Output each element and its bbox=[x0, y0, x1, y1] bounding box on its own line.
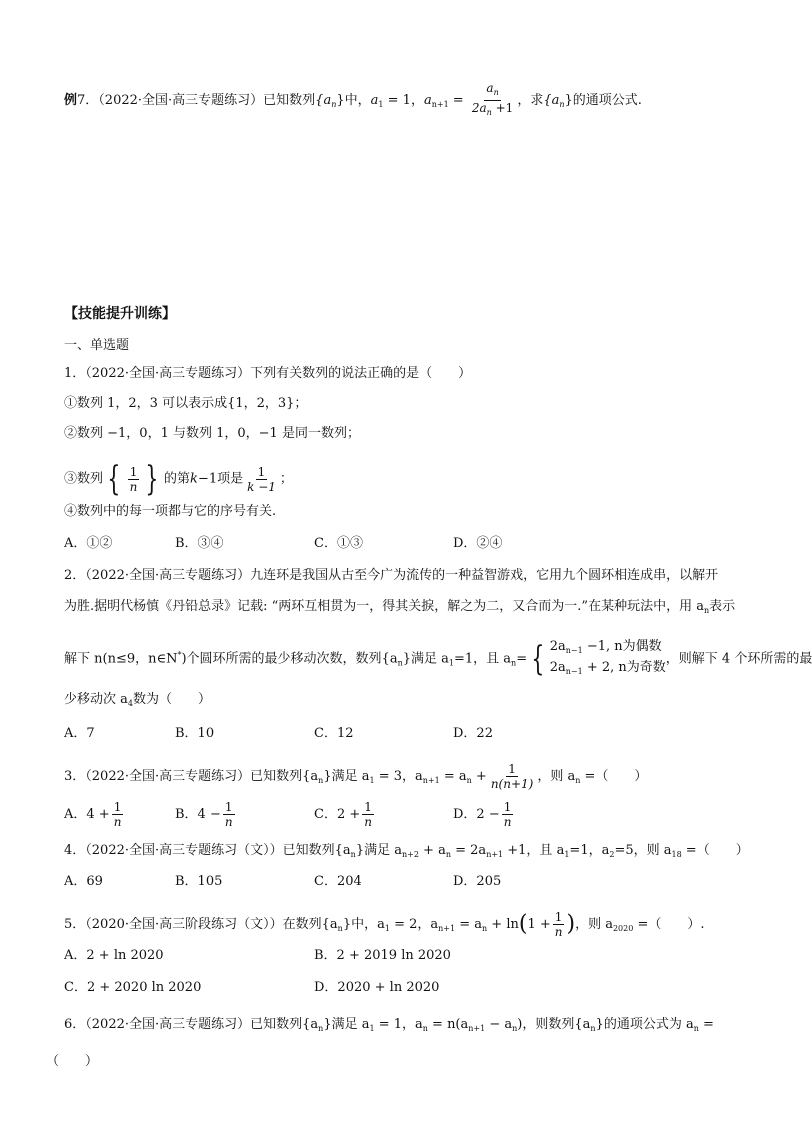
fraction: $\frac{a_n}{2a_n +1}$ bbox=[471, 81, 514, 117]
q1-statement-2: ②数列 −1，0，1 与数列 1，0，−1 是同一数列； bbox=[64, 426, 360, 441]
q1-statement-3: ③数列 { $\frac{1}{n}$ } 的第k−1项是 $\frac{1}{k -1}$ ； bbox=[64, 459, 293, 499]
q3-option-d[interactable]: D．2 − $\frac{1}{n}$ bbox=[453, 800, 512, 829]
q3-stem: 3．（2022·全国·高三专题练习）已知数列$\{a_n\}$满足 $a_1 = 3$，$a_{n+1} = a_n$ + $\frac{1}{n(n+1)}$ ，则 $a_n$ =（ ） bbox=[64, 762, 648, 791]
q2-line-3: 解下 n(n≤9，n∈N*)个圆环所需的最少移动次数，数列$\{a_n\}$满足 $a_1=1$，且 $a_n=$ { $2a_{n-1} -1$, n为偶数 $2a_{n-1} + 2$, n为奇数 ，则解下 4 个环所需的最 bbox=[64, 639, 812, 679]
q4-option-b[interactable]: B．105 bbox=[175, 874, 223, 889]
q1-option-a[interactable]: A．①② bbox=[64, 536, 113, 551]
q3-option-a[interactable]: A．4 + $\frac{1}{n}$ bbox=[64, 800, 122, 829]
example-label: 例 bbox=[64, 93, 78, 108]
q2-line-1: 2．（2022·全国·高三专题练习）九连环是我国从古至今广为流传的一种益智游戏，它用九个圆环相连成串，以解开 bbox=[64, 568, 719, 583]
q1-option-c[interactable]: C．①③ bbox=[314, 536, 363, 551]
q1-option-d[interactable]: D．②④ bbox=[453, 536, 503, 551]
q2-option-a[interactable]: A．7 bbox=[64, 726, 95, 741]
q5-option-a[interactable]: A．2 + ln 2020 bbox=[64, 948, 164, 963]
q4-option-d[interactable]: D．205 bbox=[453, 874, 502, 889]
q4-option-c[interactable]: C．204 bbox=[314, 874, 362, 889]
q1-option-b[interactable]: B．③④ bbox=[175, 536, 224, 551]
example-7: 例7．（2022·全国·高三专题练习）已知数列$\{a_n\}$中，$a_1 = 1$，$a_{n+1}$ = $\frac{a_n}{2a_n +1}$ ，求$\{a_n\}$的通项公式. bbox=[64, 81, 642, 120]
q6-stem: 6．（2022·全国·高三专题练习）已知数列$\{a_n\}$满足 $a_1 = 1$，$a_n = n(a_{n+1} - a_n)$，则数列$\{a_n\}$的通项公式为 $a_n$ = bbox=[64, 1017, 714, 1033]
q2-option-b[interactable]: B．10 bbox=[175, 726, 215, 741]
q2-line-2: 为胜.据明代杨慎《丹铅总录》记载: “两环互相贯为一，得其关捩，解之为二，又合而为一.”在某种玩法中，用 $a_n$表示 bbox=[64, 599, 736, 615]
q6-answer-paren: （ ） bbox=[46, 1054, 99, 1069]
q1-statement-1: ①数列 1，2，3 可以表示成{1，2，3}； bbox=[64, 396, 308, 411]
q4-option-a[interactable]: A．69 bbox=[64, 874, 103, 889]
q1-statement-4: ④数列中的每一项都与它的序号有关. bbox=[64, 504, 277, 519]
sub-title: 一、单选题 bbox=[64, 338, 130, 353]
q1-stem: 1．（2022·全国·高三专题练习）下列有关数列的说法正确的是（ ） bbox=[64, 366, 472, 381]
section-title: 【技能提升训练】 bbox=[64, 306, 176, 322]
q2-option-c[interactable]: C．12 bbox=[314, 726, 354, 741]
q5-option-d[interactable]: D．2020 + ln 2020 bbox=[314, 980, 440, 995]
q3-option-c[interactable]: C．2 + $\frac{1}{n}$ bbox=[314, 800, 372, 829]
q3-option-b[interactable]: B．4 − $\frac{1}{n}$ bbox=[175, 800, 233, 829]
q5-stem: 5．（2020·全国·高三阶段练习（文））在数列$\{a_n\}$中，$a_1 = 2$，$a_{n+1} = a_n + \ln(1$ + $\frac{1}{n}$ )，则 $a_{2020}$ =（ ）. bbox=[64, 910, 705, 939]
q2-line-4: 少移动次 $a_4$数为（ ） bbox=[64, 692, 211, 708]
q4-stem: 4．（2022·全国·高三专题练习（文））已知数列$\{a_n\}$满足 $a_{n+2} + a_n = 2a_{n+1} +1$，且 $a_1=1$，$a_2=5$，则 $a_{18}$ =（ ） bbox=[64, 843, 749, 859]
q2-option-d[interactable]: D．22 bbox=[453, 726, 493, 741]
q5-option-c[interactable]: C．2 + 2020 ln 2020 bbox=[64, 980, 202, 995]
q5-option-b[interactable]: B．2 + 2019 ln 2020 bbox=[314, 948, 451, 963]
